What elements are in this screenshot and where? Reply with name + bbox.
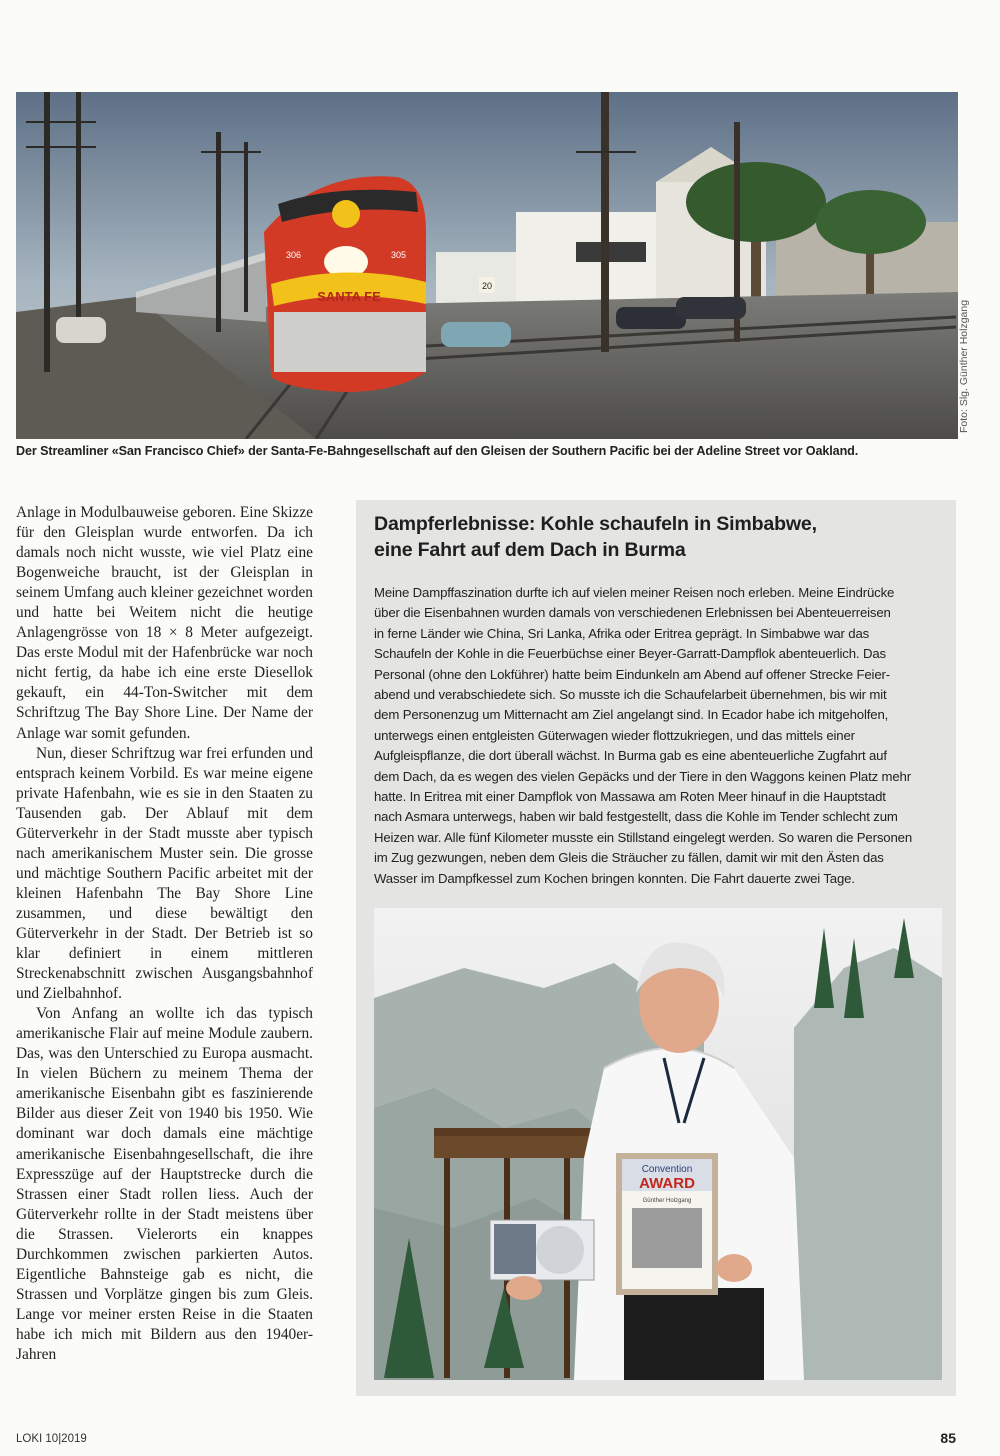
sidebar-text-line: dem Dach, da es wegen des vielen Gepäcks und der Tiere in den Waggons keinen Platz mehr bbox=[374, 768, 911, 784]
award-header: Convention bbox=[641, 1164, 693, 1175]
sidebar-text-line: hatte. In Eritrea mit einer Dampflok von Massawa am Roten Meer hinauf in die Hauptstadt bbox=[374, 789, 886, 805]
photo-credit: Foto: Slg. Günther Holzgang bbox=[958, 299, 970, 433]
sidebar-text-line: Schaufeln der Kohle in die Feuerbüchse einer Beyer-Garratt-Dampflok abenteuerlich. Das bbox=[374, 646, 886, 662]
top-photo-caption: Der Streamliner «San Francisco Chief» der Santa-Fe-Bahngesellschaft auf den Gleisen der Southern Pacific bei der Adeline Street vor Oakland. bbox=[16, 444, 859, 458]
sidebar-text-line: Meine Dampffaszination durfte ich auf vielen meiner Reisen noch erleben. Meine Eindrücke bbox=[374, 585, 895, 600]
magazine-issue: LOKI 10|2019 bbox=[16, 1433, 87, 1445]
portrait-photo-award bbox=[374, 908, 942, 1380]
sidebar-text-line: nach Asmara unterwegs, haben wir bald festgestellt, dass die Kohle im Tender schlecht zum bbox=[374, 809, 898, 825]
locomotive-number-left: 306 bbox=[286, 250, 302, 260]
sidebar-text-line: im Zug gezwungen, neben dem Gleis die Sträucher zu fällen, damit wir mit den Ästen das bbox=[374, 850, 884, 866]
sidebar-text bbox=[374, 583, 932, 889]
body-paragraph: Nun, dieser Schriftzug war frei erfunden und entsprach keinem Vorbild. Es war meine eigene private Hafenbahn, wie es sie in den Staaten zu Tausenden gab. Der Ablauf mit dem Güterverkehr in der Stadt musste aber typisch nach amerikanischem Muster sein. Die grosse und mächtige Southern Pacific arbeitet mit der kleinen Hafenbahn The Bay Shore Line zusammen, und diese bewältigt den Güterverkehr in der Stadt. Der Betrieb ist so klar definiert in einem mittleren Streckenabschnitt zwischen Ausgangsbahnhof und Zielbahnhof. bbox=[16, 744, 313, 1003]
locomotive-lettering: SANTA FE bbox=[317, 289, 381, 304]
sidebar-title-line: eine Fahrt auf dem Dach in Burma bbox=[374, 539, 686, 561]
body-text-column bbox=[16, 503, 313, 1365]
page-number: 85 bbox=[940, 1430, 956, 1446]
sidebar-text-line: in ferne Länder wie China, Sri Lanka, Afrika oder Eritrea geprägt. In Simbabwe war das bbox=[374, 625, 870, 641]
sidebar-text-line: dem Personenzug um Mitternacht am Ziel angelangt sind. In Ecador habe ich mitgeholfen, bbox=[374, 707, 889, 723]
body-paragraph: Von Anfang an wollte ich das typisch amerikanische Flair auf meine Module zaubern. Das, was den Unterschied zu Europa ausmacht. In vielen Büchern zu meinem Thema der amerikanische Eisenbahn gibt es faszinierende Bilder aus dieser Zeit von 1940 bis 1950. Wie dominant war doch damals eine mächtige amerikanische Eisenbahngesellschaft, die ihre Expresszüge auf der Hauptstrecke durch die Strassen einer Stadt rollen liess. Auch der Güterverkehr rollte in der Stadt meistens über die Strassen. Vielerorts ein knappes Durchkommen zwischen parkierten Autos. Eigentliche Bahnsteige gab es nicht, die Strassen und Vorplätze gingen bis zum Gleis. Lange vor meiner ersten Reise in die Staaten habe ich mich mit Bildern aus den 1940er-Jahren bbox=[16, 1005, 313, 1363]
sidebar-text-line: über die Eisenbahnen wurden damals von verschiedenen Erlebnissen bei Abenteuerreisen bbox=[374, 605, 891, 621]
sidebar-text-line: Wasser im Dampfkessel zum Kochen bringen konnten. Die Fahrt dauerte zwei Tage. bbox=[374, 870, 855, 886]
award-name: Günther Holzgang bbox=[642, 1198, 692, 1204]
sidebar-text-line: abend und verabschiedete sich. So musste ich die Schaufelarbeit übernehmen, bis wir mit bbox=[374, 687, 887, 703]
top-photo-streamliner bbox=[16, 92, 958, 439]
award-title: AWARD bbox=[639, 1175, 695, 1192]
sidebar-title-line: Dampferlebnisse: Kohle schaufeln in Simbabwe, bbox=[374, 513, 817, 535]
sidebar-text-line: Personal (ohne den Lokführer) hatte beim Eindunkeln am Abend auf offener Strecke Feier- bbox=[374, 666, 890, 682]
sidebar-title bbox=[374, 511, 934, 563]
body-paragraph: Anlage in Modulbauweise geboren. Eine Skizze für den Gleisplan wurde entworfen. Da ich damals noch nicht wusste, wie viel Platz eine Bogenweiche braucht, ist der Gleisplan in seinem Umfang auch kleiner gezeichnet worden und hatte bei Weitem nicht die heutige Anlagengrösse von 18 × 8 Meter aufgezeigt. Das erste Modul mit der Hafenbrücke war noch nicht fertig, da habe ich eine erste Diesellok gekauft, ein 44-Ton-Switcher mit dem Schriftzug The Bay Shore Line. Der Name der Anlage war somit gefunden. bbox=[16, 504, 313, 742]
sidebar-text-line: unterwegs einen entgleisten Güterwagen wieder flottzukriegen, und das mittels einer bbox=[374, 727, 855, 743]
sidebar-text-line: Aufgleispflanze, die dort überall wächst. In Burma gab es eine abenteuerliche Zugfahrt auf bbox=[374, 748, 887, 764]
locomotive-number-right: 305 bbox=[391, 250, 407, 260]
sidebar-text-line: Heizen war. Alle fünf Kilometer musste ein Stillstand eingelegt werden. So waren die Personen bbox=[374, 829, 913, 845]
speed-sign: 20 bbox=[481, 281, 493, 291]
